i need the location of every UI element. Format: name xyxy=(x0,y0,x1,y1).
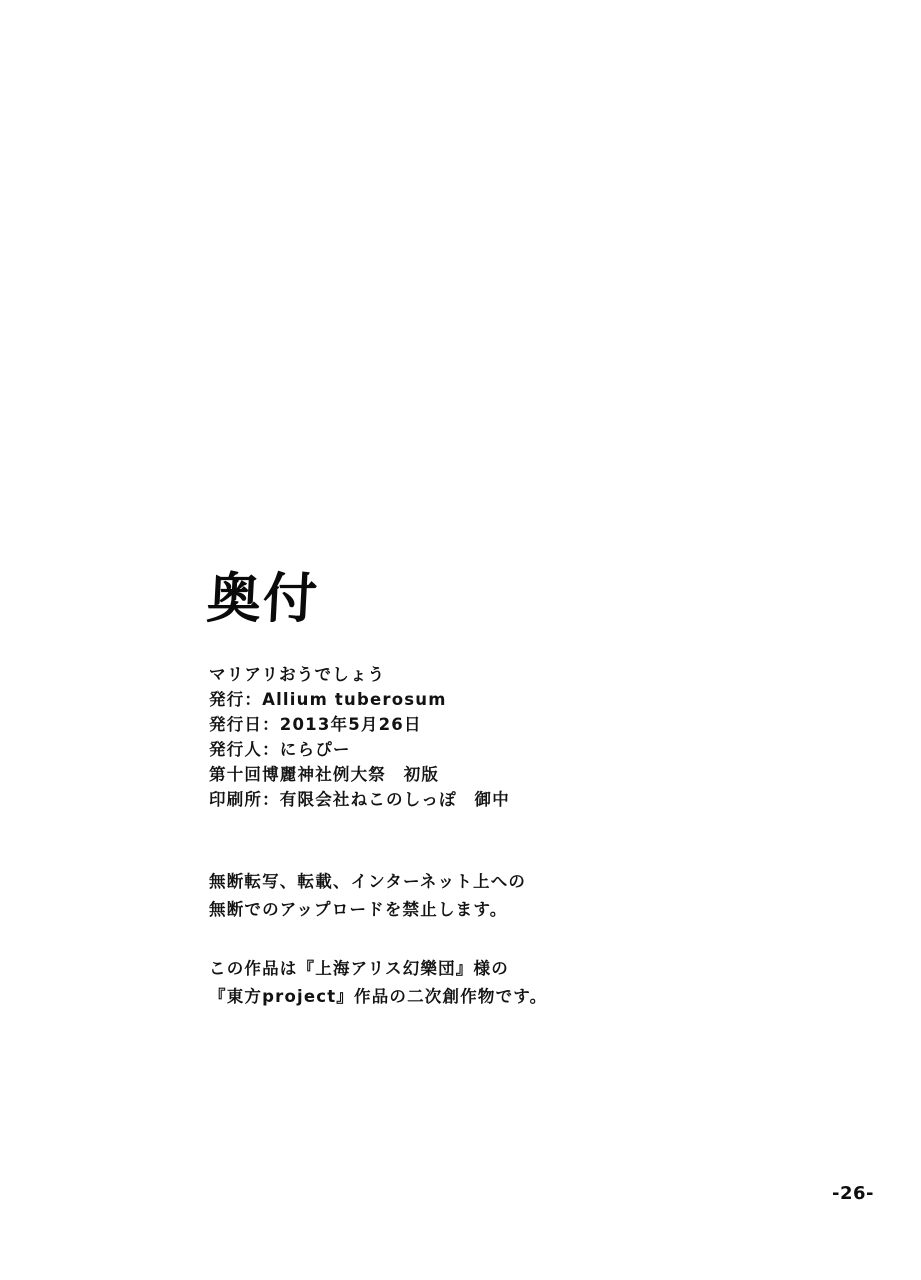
notice-line: この作品は『上海アリス幻樂団』様の xyxy=(209,959,509,978)
credit-line: 発行人：にらぴー xyxy=(209,740,351,759)
notice-line: 無断転写、転載、インターネット上への xyxy=(209,872,527,891)
page-number: -26- xyxy=(832,1183,874,1204)
credit-line: 発行：Allium tuberosum xyxy=(209,690,447,709)
reproduction-notice xyxy=(209,868,829,924)
page-title: 奥付 xyxy=(205,567,321,630)
credits-block xyxy=(209,662,809,812)
credit-line: マリアリおうでしょう xyxy=(209,665,386,684)
credit-line: 印刷所：有限会社ねこのしっぽ 御中 xyxy=(209,790,510,809)
derivative-work-notice xyxy=(209,955,829,1011)
credit-line: 発行日：2013年5月26日 xyxy=(209,715,422,734)
notice-line: 無断でのアップロードを禁止します。 xyxy=(209,900,508,919)
credit-line: 第十回博麗神社例大祭 初版 xyxy=(209,765,440,784)
notice-line: 『東方project』作品の二次創作物です。 xyxy=(209,987,548,1006)
